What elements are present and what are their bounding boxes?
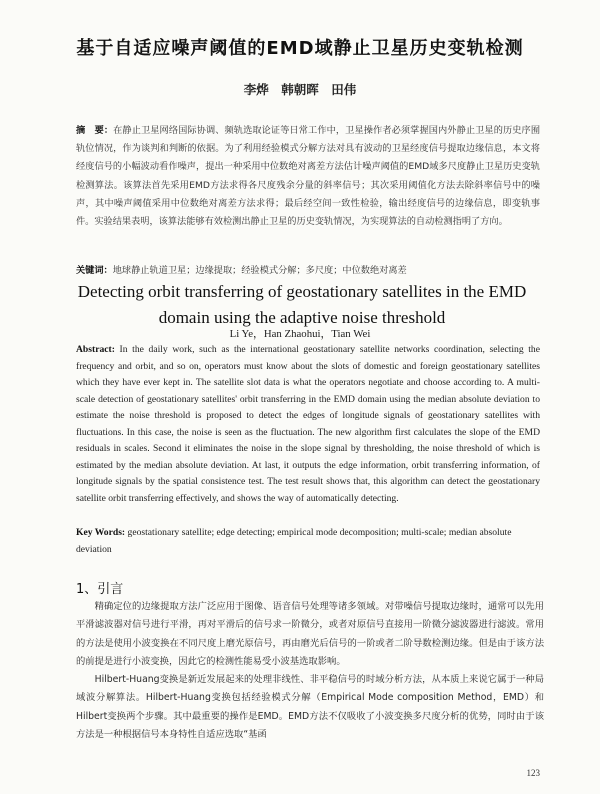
keywords-chinese-text: 地球静止轨道卫星；边缘提取；经验模式分解；多尺度；中位数绝对离差 [112, 265, 407, 276]
paper-title-english: Detecting orbit transferring of geostationary satellites in the EMD domain using the adaptive noise threshold [77, 282, 527, 327]
keywords-english [76, 525, 540, 558]
authors-english: Li Ye，Han Zhaohui，Tian Wei [229, 328, 371, 340]
body-paragraph: Hilbert-Huang变换是新近发展起来的处理非线性、非平稳信号的时域分析方法，从本质上来说它属于一种局域波分解算法。Hilbert-Huang变换包括经验模式分解（Empirical Mode composition Method，EMD）和Hilbert变换两个步骤。其中最重要的操作是EMD。EMD方法不仅吸收了小波变换多尺度分析的优势，同时由于该方法是一种根据信号本身特性自适应选取“基函 [76, 674, 544, 741]
keywords-english-label: Key Words: [76, 527, 126, 538]
authors-chinese: 李烨 韩朝晖 田伟 [243, 82, 357, 97]
keywords-chinese [76, 263, 540, 279]
abstract-chinese-label: 摘 要： [76, 125, 114, 136]
abstract-chinese [76, 122, 540, 231]
page-number: 123 [526, 768, 540, 778]
body-paragraph: 精确定位的边缘提取方法广泛应用于图像、语音信号处理等诸多领域。对带噪信号提取边缘时，通常可以先用平滑滤波器对信号进行平滑，再对平滑后的信号求一阶微分，或者对原信号直接用一阶微分滤波器进行滤波。常用的方法是使用小波变换在不同尺度上磨光原信号，再由磨光后信号的一阶或者二阶导数检测边缘。但是由于该方法的前提是进行小波变换，因此它的检测性能易受小波基选取影响。 [76, 601, 544, 667]
section-body-introduction [76, 598, 544, 744]
section-heading-introduction: 1、引言 [76, 582, 124, 597]
abstract-english [76, 342, 540, 507]
paper-title-chinese: 基于自适应噪声阈值的EMD域静止卫星历史变轨检测 [76, 38, 524, 59]
abstract-english-text: In the daily work, such as the international geostationary satellite networks coordination, selecting the frequency and orbit, and so on, operators must know about the slots of domestic and foreign geostationary satellites which they have ever kept in. The satellite slot data is what the operators negotiate and choose according to. A multi-scale detection of geostationary satellites' orbit transferring in the EMD domain using the median absolute deviation to estimate the noise threshold is proposed to detect the edges of longitude signals of geostationary satellites with fluctuations. In this case, the noise is seen as the fluctuation. The new algorithm first calculates the slope of the EMD residuals in scales. Second it eliminates the noise in the slope signal by thresholding, the noise threshold of which is estimated by the median absolute deviation. At last, it outputs the edge information, orbit transferring information, of longitude signals by the spatial consistence test. The test result shows that, this algorithm can detect the geostationary satellite orbit transferring effectively, and shows the way of automatically detecting. [76, 344, 540, 504]
abstract-english-label: Abstract: [76, 344, 115, 355]
keywords-english-text: geostationary satellite; edge detecting; empirical mode decomposition; multi-scale; median absolute deviation [76, 527, 512, 555]
keywords-chinese-label: 关键词： [76, 265, 113, 276]
abstract-chinese-text: 在静止卫星网络国际协调、频轨选取论证等日常工作中，卫星操作者必须掌握国内外静止卫星的历史序囿轨位情况，作为谈判和判断的依据。为了利用经验模式分解方法对具有波动的卫星经度信号提取边缘信息，本文将经度信号的小幅波动看作噪声，提出一种采用中位数绝对离差方法估计噪声阈值的EMD域多尺度静止卫星历史变轨检测算法。该算法首先采用EMD方法求得各尺度残余分量的斜率信号；其次采用阈值化方法去除斜率信号中的噪声，其中噪声阈值采用中位数绝对离差方法求得；最后经空间一致性检验，输出经度信号的边缘信息，即变轨事件。实验结果表明，该算法能够有效检测出静止卫星的历史变轨情况，为实现算法的自动检测指明了方向。 [76, 125, 541, 228]
